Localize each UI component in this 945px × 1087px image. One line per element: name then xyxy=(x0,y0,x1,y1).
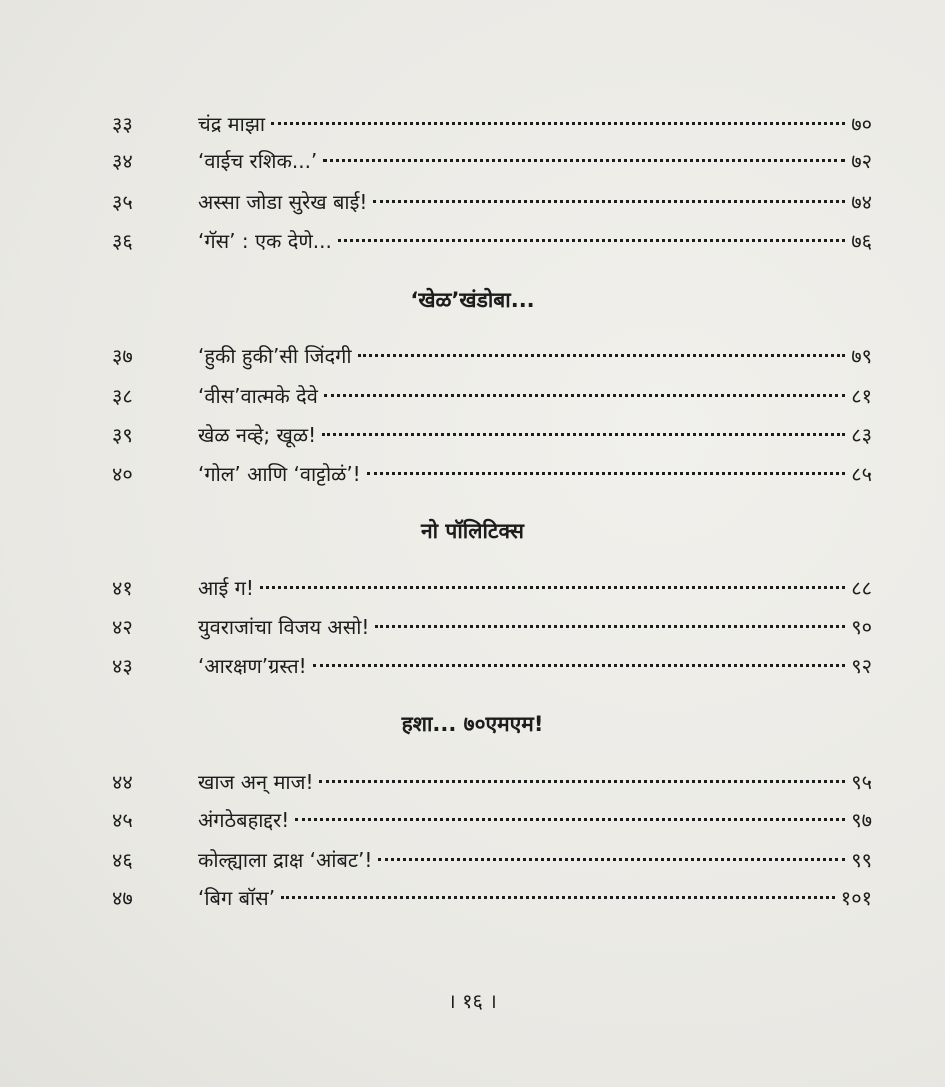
dot-leader xyxy=(281,896,835,899)
dot-leader xyxy=(319,780,845,783)
entry-page: ७२ xyxy=(851,149,872,173)
entry-title: ‘हुकी हुकी’सी जिंदगी xyxy=(198,344,352,368)
entry-title: अंगठेबहाद्दर! xyxy=(198,808,290,832)
dot-leader xyxy=(323,159,845,162)
dot-leader xyxy=(271,122,845,125)
entry-title: कोल्ह्याला द्राक्ष ‘आंबट’! xyxy=(198,848,373,872)
dot-leader xyxy=(260,586,845,589)
entry-page: ९९ xyxy=(851,848,872,872)
entry-number: ३६ xyxy=(112,229,133,253)
dot-leader xyxy=(324,394,845,397)
toc-entry xyxy=(112,844,872,876)
entry-number: ३३ xyxy=(112,112,133,136)
entry-title: ‘वीस’वात्मके देवे xyxy=(198,384,318,408)
toc-entry xyxy=(112,340,872,372)
entry-page: ७४ xyxy=(851,190,872,214)
entry-page: ८१ xyxy=(851,384,872,408)
entry-page: ९२ xyxy=(851,654,872,678)
toc-entry xyxy=(112,882,872,914)
toc-entry xyxy=(112,458,872,490)
dot-leader xyxy=(378,858,845,861)
entry-title: ‘वाईच रशिक...’ xyxy=(198,149,318,173)
entry-page: ७९ xyxy=(851,344,872,368)
dot-leader xyxy=(295,818,845,821)
toc-entry xyxy=(112,766,872,798)
entry-page: ८८ xyxy=(851,576,872,600)
entry-number: ३५ xyxy=(112,190,133,214)
entry-number: ३९ xyxy=(112,423,133,447)
toc-entry xyxy=(112,804,872,836)
entry-title: चंद्र माझा xyxy=(198,112,266,136)
dot-leader xyxy=(313,664,846,667)
dot-leader xyxy=(373,200,845,203)
entry-page: ९५ xyxy=(851,770,872,794)
dot-leader xyxy=(375,625,845,628)
section-heading: नो पॉलिटिक्स xyxy=(421,519,524,543)
entry-number: ४४ xyxy=(112,770,133,794)
toc-entry xyxy=(112,145,872,177)
toc-entry xyxy=(112,419,872,451)
entry-page: ९० xyxy=(851,615,872,639)
entry-number: ४७ xyxy=(112,886,133,910)
toc-entry xyxy=(112,186,872,218)
dot-leader xyxy=(322,433,845,436)
entry-number: ४६ xyxy=(112,848,133,872)
entry-page: ९७ xyxy=(851,808,872,832)
section-heading: ‘खेळ’खंडोबा... xyxy=(410,288,535,312)
entry-number: ३७ xyxy=(112,344,133,368)
entry-number: ४५ xyxy=(112,808,133,832)
entry-number: ४२ xyxy=(112,615,133,639)
entry-number: ३४ xyxy=(112,149,133,173)
entry-title: ‘गोल’ आणि ‘वाट्टोळं’! xyxy=(198,462,361,486)
toc-entry xyxy=(112,611,872,643)
toc-entry xyxy=(112,650,872,682)
entry-number: ४३ xyxy=(112,654,133,678)
entry-title: युवराजांचा विजय असो! xyxy=(198,615,370,639)
section-heading: हशा... ७०एमएम! xyxy=(401,712,544,736)
entry-page: ८३ xyxy=(851,423,872,447)
dot-leader xyxy=(358,354,846,357)
entry-title: खाज अन् माज! xyxy=(198,770,314,794)
toc-entry xyxy=(112,572,872,604)
entry-title: आई ग! xyxy=(198,576,254,600)
toc-entry xyxy=(112,108,872,140)
dot-leader xyxy=(367,472,845,475)
toc-entry xyxy=(112,380,872,412)
entry-title: खेळ नव्हे; खूळ! xyxy=(198,423,317,447)
entry-page: ८५ xyxy=(851,462,872,486)
dot-leader xyxy=(338,239,845,242)
entry-page: ७० xyxy=(851,112,872,136)
entry-title: ‘आरक्षण’ग्रस्त! xyxy=(198,654,307,678)
entry-page: १०१ xyxy=(840,886,872,910)
entry-number: ३८ xyxy=(112,384,133,408)
entry-page: ७६ xyxy=(851,229,872,253)
entry-title: ‘गॅस’ : एक देणे... xyxy=(198,229,332,253)
entry-title: ‘बिग बॉस’ xyxy=(198,886,276,910)
entry-number: ४१ xyxy=(112,576,133,600)
toc-entry xyxy=(112,225,872,257)
entry-number: ४० xyxy=(112,462,133,486)
page-number: । १६ । xyxy=(448,989,497,1013)
entry-title: अस्सा जोडा सुरेख बाई! xyxy=(198,190,368,214)
